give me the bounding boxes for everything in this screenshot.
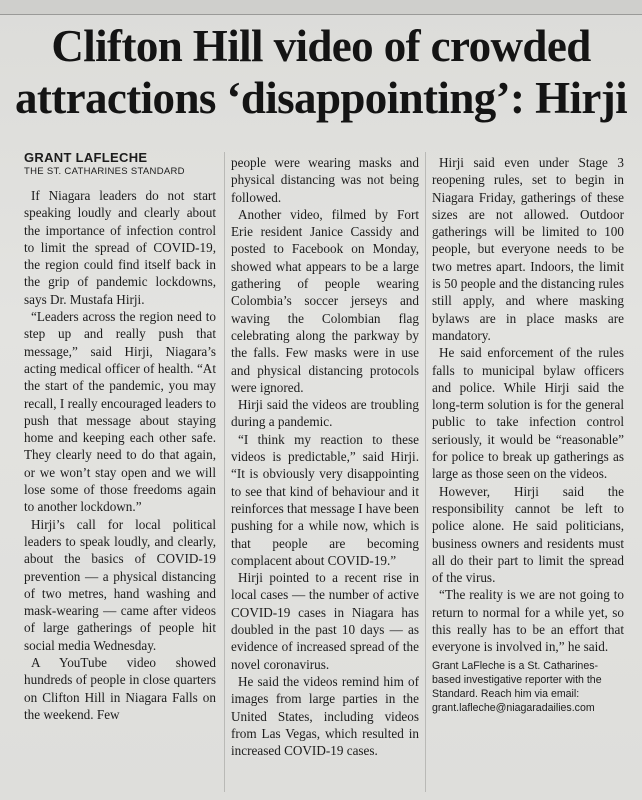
paragraph: However, Hirji said the responsibility cannot be left to police alone. He said politicians, business owners and residents must all do their part to limit the spread of the virus. (432, 483, 624, 586)
paragraph: Hirji’s call for local political leaders to speak loudly, and clearly, about the basics of COVID-19 prevention — a physical distancing of two metres, hand washing and mask-wearing — came after videos of large gatherings of people hit social media Wednesday. (24, 516, 216, 653)
column-divider (224, 152, 225, 792)
paragraph: “The reality is we are not going to return to normal for a while yet, so this really has to be an effort that everyone is involved in,” he said. (432, 587, 624, 655)
paragraph: Hirji said even under Stage 3 reopening rules, set to begin in Niagara Friday, gatherings of these sizes are not allowed. Outdoor gatherings will be limited to 100 people, but everyone needs to be two metres apart. Indoors, the limit is 50 people and the distancing rules still apply, and where masking bylaws are in place masks are mandatory. (432, 155, 624, 343)
author-bio: Grant LaFleche is a St. Catharines-based investigative reporter with the Standard. Reach him via email: grant.lafleche@niagaradailies.com (432, 659, 602, 715)
paragraph: He said enforcement of the rules falls to municipal bylaw officers and police. While Hirji said the long-term solution is for the general public to take infection control seriously, it would be “reasonable” for police to break up gatherings as large as those seen on the videos. (432, 345, 624, 482)
paragraph: Hirji pointed to a recent rise in local cases — the number of active COVID-19 cases in Niagara has doubled in the past 10 days — as evidence of increased spread of the novel coronavirus. (231, 570, 419, 672)
headline (10, 20, 632, 124)
previous-article-strip (0, 0, 642, 15)
article-column-2 (231, 154, 419, 759)
paragraph: Hirji said the videos are troubling during a pandemic. (231, 397, 419, 430)
paragraph: A YouTube video showed hundreds of people in close quarters on Clifton Hill in Niagara Falls on the weekend. Few (24, 655, 216, 722)
headline-line-1: Clifton Hill video of crowded (51, 21, 591, 71)
paragraph: Another video, filmed by Fort Erie resident Janice Cassidy and posted to Facebook on Monday, showed what appears to be a large gathering of people wearing Colombia’s soccer jerseys and waving the Colombian flag celebrating along the parkway by the falls. Few masks were in use and physical distancing protocols were ignored. (231, 206, 419, 395)
article-column-3 (432, 154, 624, 715)
publication-name: THE ST. CATHARINES STANDARD (24, 166, 185, 177)
headline-line-2: attractions ‘disappointing’: Hirji (14, 73, 628, 123)
paragraph: If Niagara leaders do not start speaking loudly and clearly about the importance of infection control to limit the spread of COVID-19, the region could find itself back in the grip of pandemic lockdowns, says Dr. Mustafa Hirji. (24, 188, 216, 307)
column-divider (425, 152, 426, 792)
article-column-1 (24, 187, 216, 723)
paragraph: “I think my reaction to these videos is predictable,” said Hirji. “It is obviously very disappointing to see that kind of behaviour and it reinforces that message I have been pushing for a while now, which is that people are becoming complacent about COVID-19.” (231, 431, 419, 568)
paragraph: “Leaders across the region need to step up and really push that message,” said Hirji, Niagara’s acting medical officer of health. “At the start of the pandemic, you may recall, I really encouraged leaders to push that message about staying home and keeping each other safe. They clearly need to do that again, or we won’t stay open and we will lose some of those freedoms again to another lockdown.” (24, 309, 216, 515)
byline: GRANT LAFLECHE (24, 150, 148, 165)
paragraph: people were wearing masks and physical distancing was not being followed. (231, 155, 419, 205)
paragraph: He said the videos remind him of images from large parties in the United States, including videos from Las Vegas, which resulted in increased COVID-19 cases. (231, 673, 419, 759)
